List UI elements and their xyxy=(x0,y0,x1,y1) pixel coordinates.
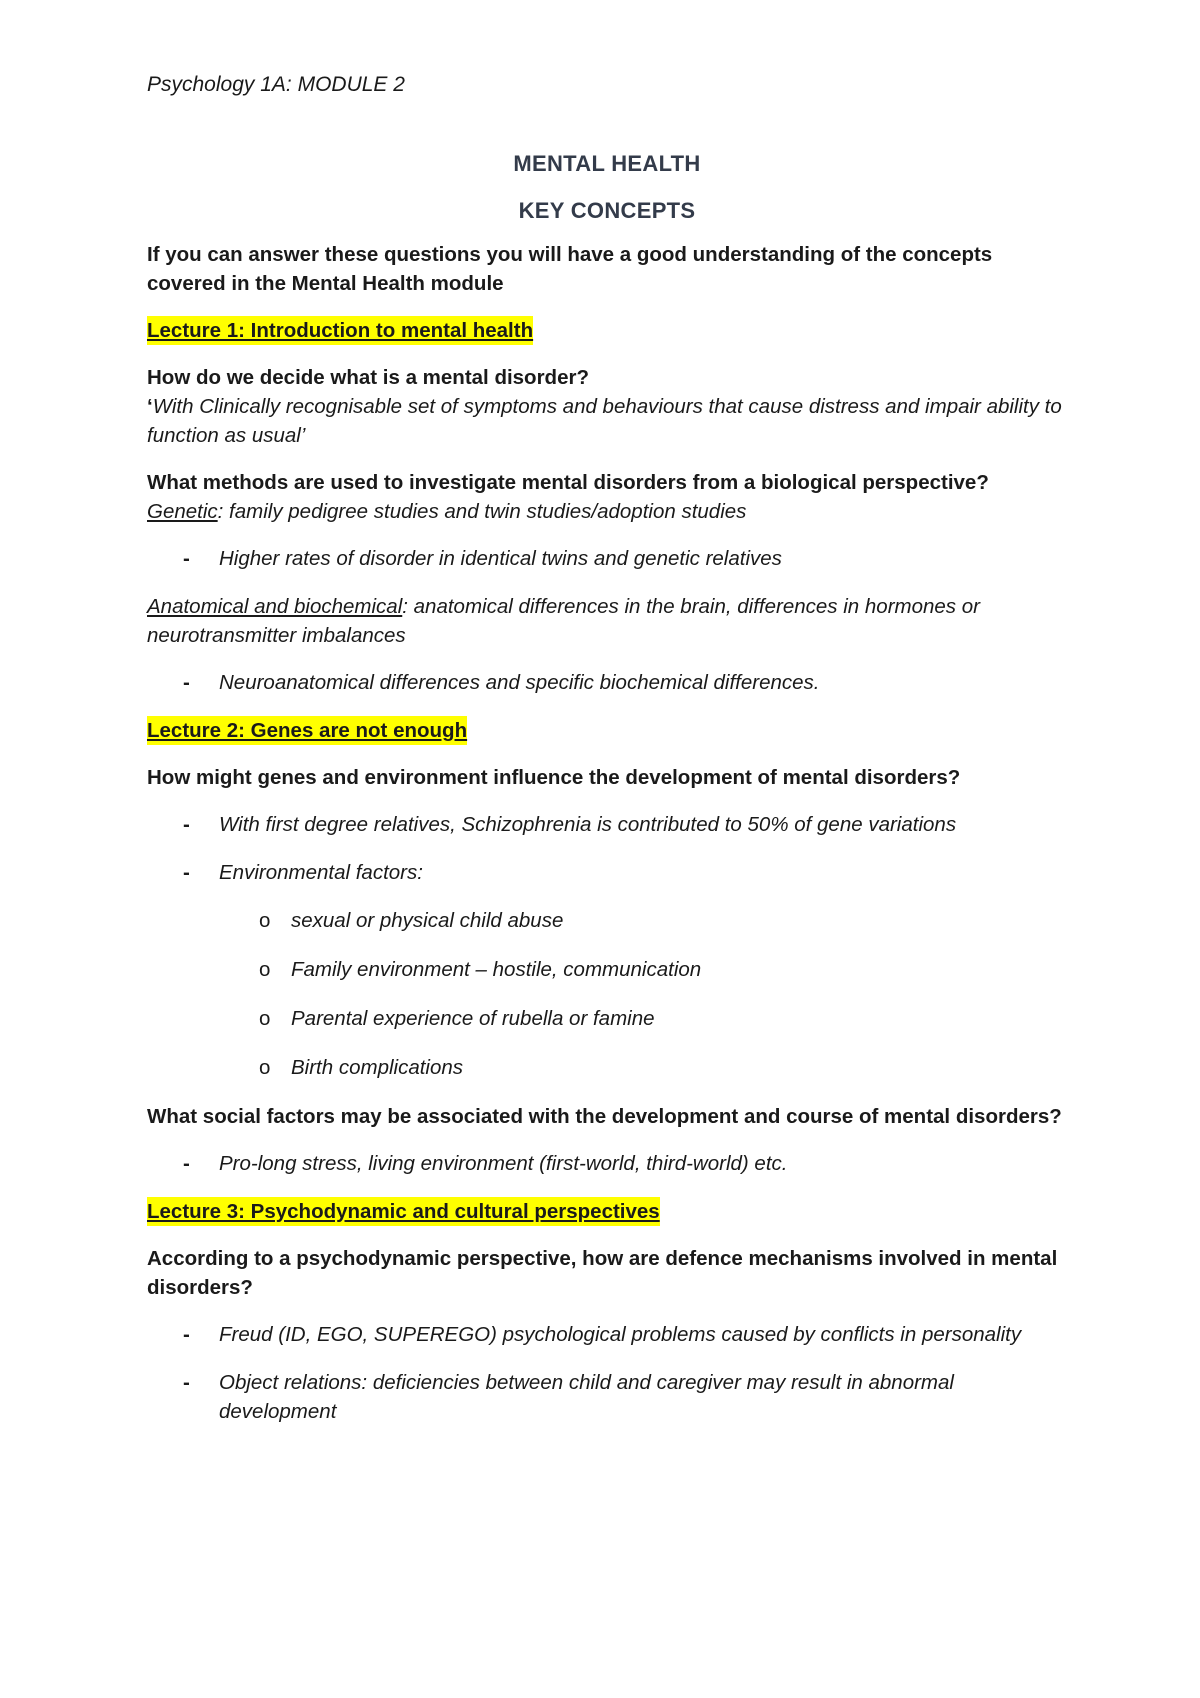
dash-bullet: - xyxy=(183,1323,190,1346)
list-item xyxy=(147,1149,1067,1178)
anatomical-label: Anatomical and biochemical xyxy=(147,595,403,618)
dash-bullet: - xyxy=(183,813,190,836)
genetic-text: : family pedigree studies and twin studies/adoption studies xyxy=(217,500,747,523)
environmental-factors-text: Environmental factors: xyxy=(219,861,423,884)
list-item xyxy=(147,668,1067,697)
list-item xyxy=(147,544,1067,573)
list-item xyxy=(147,1368,1067,1426)
document-title: MENTAL HEALTH xyxy=(513,151,701,176)
circle-bullet: o xyxy=(259,1007,271,1030)
dash-bullet: - xyxy=(183,547,190,570)
question-social-factors: What social factors may be associated with the development and course of mental disorders? xyxy=(147,1105,1062,1128)
anatomical-paragraph xyxy=(147,592,1067,650)
schizophrenia-bullet-text: With first degree relatives, Schizophrenia is contributed to 50% of gene variations xyxy=(219,813,957,836)
question-biological-methods: What methods are used to investigate mental disorders from a biological perspective? xyxy=(147,471,989,494)
lecture-3-heading: Lecture 3: Psychodynamic and cultural perspectives xyxy=(147,1197,660,1226)
sub-list-item xyxy=(147,1004,1067,1033)
circle-bullet: o xyxy=(259,1056,271,1079)
circle-bullet: o xyxy=(259,958,271,981)
anatomical-text: : anatomical differences in the brain, differences in hormones or neurotransmitter imbalances xyxy=(147,595,980,647)
sub-list-item xyxy=(147,1053,1067,1082)
sub-item-text: Birth complications xyxy=(291,1056,464,1079)
anatomical-bullet-text: Neuroanatomical differences and specific biochemical differences. xyxy=(219,671,820,694)
lecture-1-heading-wrap xyxy=(147,316,1067,345)
list-item xyxy=(147,810,1067,839)
sub-item-text: sexual or physical child abuse xyxy=(291,909,564,932)
circle-bullet: o xyxy=(259,909,271,932)
document-content xyxy=(147,70,1067,1445)
genetic-bullet-text: Higher rates of disorder in identical twins and genetic relatives xyxy=(219,547,782,570)
dash-bullet: - xyxy=(183,1152,190,1175)
answer-mental-disorder xyxy=(147,392,1067,450)
page-header: Psychology 1A: MODULE 2 xyxy=(147,73,405,96)
object-relations-bullet-text: Object relations: deficiencies between child and caregiver may result in abnormal development xyxy=(219,1371,954,1423)
genetic-label: Genetic xyxy=(147,500,218,523)
stress-bullet-text: Pro-long stress, living environment (first-world, third-world) etc. xyxy=(219,1152,788,1175)
list-item xyxy=(147,858,1067,887)
lecture-1-heading: Lecture 1: Introduction to mental health xyxy=(147,316,533,345)
sub-list-item xyxy=(147,955,1067,984)
question-genes-environment: How might genes and environment influence the development of mental disorders? xyxy=(147,766,961,789)
sub-item-text: Parental experience of rubella or famine xyxy=(291,1007,655,1030)
answer-mental-disorder-text: With Clinically recognisable set of symptoms and behaviours that cause distress and impair ability to function as usual’ xyxy=(147,395,1062,447)
dash-bullet: - xyxy=(183,1371,190,1394)
sub-list-item xyxy=(147,906,1067,935)
dash-bullet: - xyxy=(183,861,190,884)
lecture-3-heading-wrap xyxy=(147,1197,1067,1226)
list-item xyxy=(147,1320,1067,1349)
lecture-2-heading-wrap xyxy=(147,716,1067,745)
dash-bullet: - xyxy=(183,671,190,694)
question-defence-mechanisms: According to a psychodynamic perspective, how are defence mechanisms involved in mental disorders? xyxy=(147,1247,1058,1299)
lecture-2-heading: Lecture 2: Genes are not enough xyxy=(147,716,467,745)
question-mental-disorder: How do we decide what is a mental disorder? xyxy=(147,366,589,389)
sub-item-text: Family environment – hostile, communication xyxy=(291,958,702,981)
quote-mark: ‘ xyxy=(147,395,153,418)
freud-bullet-text: Freud (ID, EGO, SUPEREGO) psychological problems caused by conflicts in personality xyxy=(219,1323,1022,1346)
intro-paragraph: If you can answer these questions you will have a good understanding of the concepts covered in the Mental Health module xyxy=(147,243,993,295)
document-subtitle: KEY CONCEPTS xyxy=(518,198,696,223)
genetic-paragraph xyxy=(147,497,1067,526)
